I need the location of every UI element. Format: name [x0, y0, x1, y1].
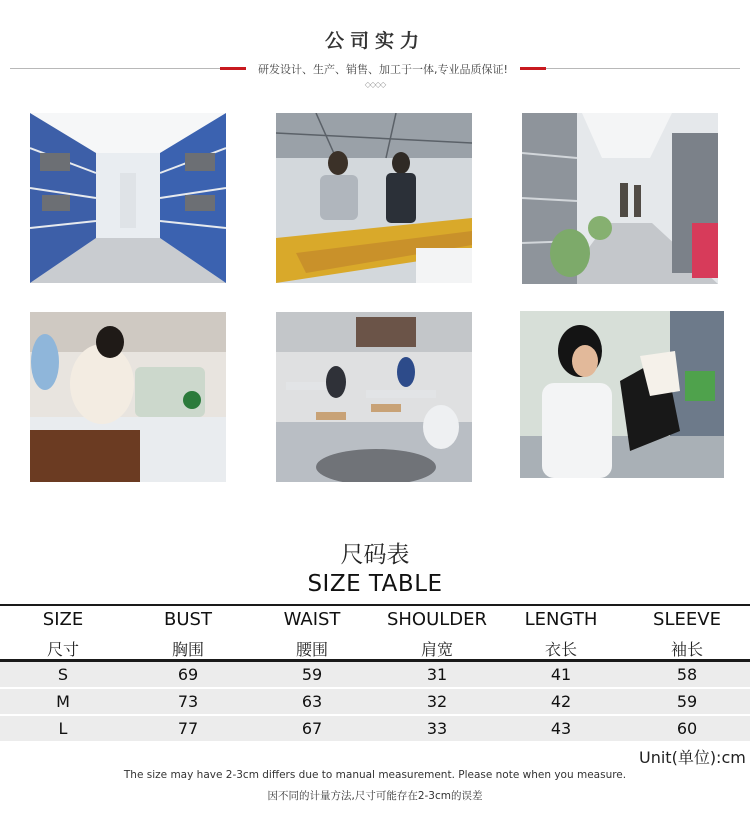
column-header-shoulder-cn: 肩宽 — [420, 640, 454, 659]
warehouse-storage-photo — [522, 113, 718, 284]
unit-label: Unit(单位):cm — [639, 748, 746, 767]
measurement-note-cn: 因不同的计量方法,尺寸可能存在2-3cm的误差 — [267, 790, 483, 802]
section-subtitle: 研发设计、生产、销售、加工于一体,专业品质保证! — [258, 63, 508, 76]
cell-size: S — [57, 665, 69, 684]
cell-waist: 67 — [301, 719, 323, 738]
column-header-sleeve: SLEEVE — [653, 609, 721, 630]
garment-inspection-photo — [520, 311, 724, 478]
cell-bust: 73 — [177, 692, 199, 711]
size-table-title-cn: 尺码表 — [340, 542, 410, 568]
cell-shoulder: 32 — [426, 692, 448, 711]
section-title: 公司实力 — [324, 30, 425, 52]
table-top-border — [0, 604, 750, 606]
divider-accent-right — [520, 67, 546, 70]
column-header-length: LENGTH — [524, 609, 598, 630]
column-header-waist-cn: 腰围 — [295, 640, 329, 659]
sewing-workshop-photo — [276, 312, 472, 482]
fabric-cutting-photo — [276, 113, 472, 283]
cell-size: M — [56, 692, 70, 711]
measurement-note-en: The size may have 2-3cm differs due to manual measurement. Please note when you measure. — [123, 769, 627, 781]
size-table-title-en: SIZE TABLE — [307, 571, 443, 597]
cell-length: 43 — [550, 719, 572, 738]
cell-sleeve: 60 — [676, 719, 698, 738]
warehouse-aisle-photo — [30, 113, 226, 283]
column-header-bust: BUST — [164, 609, 212, 630]
cell-length: 42 — [550, 692, 572, 711]
cell-sleeve: 59 — [676, 692, 698, 711]
cell-sleeve: 58 — [676, 665, 698, 684]
divider-right — [546, 68, 740, 69]
column-header-bust-cn: 胸围 — [171, 640, 205, 659]
cell-waist: 63 — [301, 692, 323, 711]
cell-length: 41 — [550, 665, 572, 684]
cell-shoulder: 31 — [426, 665, 448, 684]
sewing-machine-photo — [30, 312, 226, 482]
cell-size: L — [58, 719, 68, 738]
column-header-waist: WAIST — [283, 609, 341, 630]
divider-accent-left — [220, 67, 246, 70]
cell-shoulder: 33 — [426, 719, 448, 738]
table-row — [0, 689, 750, 714]
column-header-size: SIZE — [42, 609, 84, 630]
diamond-ornament-icon: ◇◇◇◇ — [364, 80, 386, 89]
column-header-shoulder: SHOULDER — [386, 609, 488, 630]
column-header-size-cn: 尺寸 — [46, 640, 80, 659]
column-header-sleeve-cn: 袖长 — [670, 640, 704, 659]
cell-bust: 69 — [177, 665, 199, 684]
table-row — [0, 716, 750, 741]
cell-bust: 77 — [177, 719, 199, 738]
divider-left — [10, 68, 220, 69]
table-row — [0, 662, 750, 687]
column-header-length-cn: 衣长 — [544, 640, 578, 659]
cell-waist: 59 — [301, 665, 323, 684]
